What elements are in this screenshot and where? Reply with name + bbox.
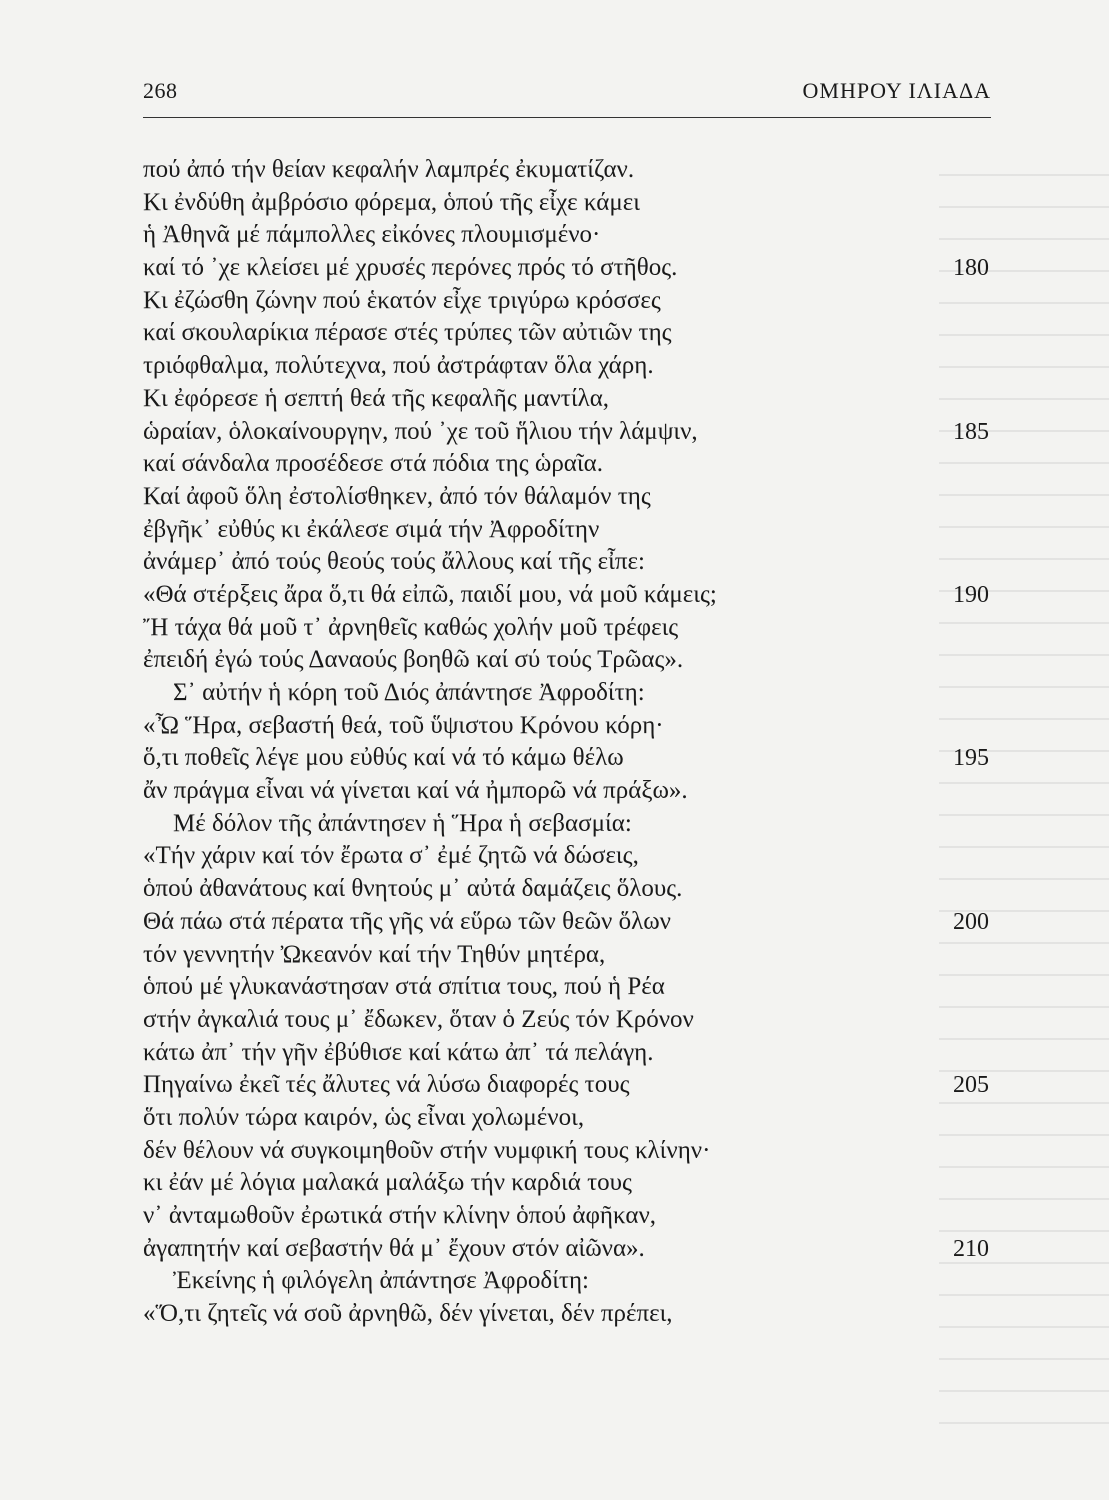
- verse-text: «Ὅ,τι ζητεῖς νά σοῦ ἀρνηθῶ, δέν γίνεται, δέν πρέπει,: [143, 1300, 673, 1328]
- line-number: 185: [953, 418, 989, 445]
- verse-line: [143, 383, 1003, 416]
- verse-text: Καί ἀφοῦ ὅλη ἐστολίσθηκεν, ἀπό τόν θάλαμόν της: [143, 482, 651, 510]
- verse-line: [143, 612, 1003, 645]
- line-number: 200: [953, 908, 989, 935]
- verse-line: [143, 252, 1003, 285]
- verse-text: καί σκουλαρίκια πέρασε στές τρύπες τῶν αὐτιῶν της: [143, 319, 672, 347]
- verse-line: [143, 1037, 1003, 1070]
- verse-line: [143, 1069, 1003, 1102]
- verse-line: [143, 906, 1003, 939]
- verse-text: ἐπειδή ἐγώ τούς Δαναούς βοηθῶ καί σύ τούς Τρῶας».: [143, 646, 684, 674]
- verse-text: στήν ἀγκαλιά τους μ᾽ ἔδωκεν, ὅταν ὁ Ζεύς τόν Κρόνον: [143, 1005, 694, 1033]
- verse-text: κάτω ἀπ᾽ τήν γῆν ἐβύθισε καί κάτω ἀπ᾽ τά πελάγη.: [143, 1038, 654, 1066]
- verse-line: [143, 644, 1003, 677]
- running-head: [143, 78, 991, 110]
- line-number: 180: [953, 255, 989, 282]
- verse-text: ἀνάμερ᾽ ἀπό τούς θεούς τούς ἄλλους καί τῆς εἶπε:: [143, 548, 645, 576]
- verse-line: [143, 187, 1003, 220]
- verse-line: [143, 1135, 1003, 1168]
- verse-line: [143, 971, 1003, 1004]
- verse-line: [143, 1200, 1003, 1233]
- verse-text: δέν θέλουν νά συγκοιμηθοῦν στήν νυμφική τους κλίνην·: [143, 1136, 711, 1164]
- verse-line: [143, 219, 1003, 252]
- verse-line: [143, 448, 1003, 481]
- verse-line: [143, 939, 1003, 972]
- verse-text: «Τήν χάριν καί τόν ἔρωτα σ᾽ ἐμέ ζητῶ νά δώσεις,: [143, 842, 639, 870]
- verse-text: ἡ Ἀθηνᾶ μέ πάμπολλες εἰκόνες πλουμισμένο·: [143, 221, 601, 249]
- verse-text: Ἐκείνης ἡ φιλόγελη ἀπάντησε Ἀφροδίτη:: [173, 1267, 589, 1295]
- verse-line: [143, 1233, 1003, 1266]
- verse-line: [143, 416, 1003, 449]
- verse-line: [143, 514, 1003, 547]
- verse-line: [143, 350, 1003, 383]
- verse-text: καί σάνδαλα προσέδεσε στά πόδια της ὡραῖα.: [143, 450, 603, 478]
- verse-text: ὁπού ἀθανάτους καί θνητούς μ᾽ αὐτά δαμάζεις ὅλους.: [143, 875, 683, 903]
- verse-line: [143, 710, 1003, 743]
- verse-block: [143, 154, 1003, 1331]
- book-title: ΟΜΗΡΟΥ ΙΛΙΑΔΑ: [802, 78, 991, 103]
- verse-text: «Θά στέρξεις ἄρα ὅ,τι θά εἰπῶ, παιδί μου, νά μοῦ κάμεις;: [143, 580, 717, 608]
- line-number: 205: [953, 1072, 989, 1099]
- verse-line: [143, 840, 1003, 873]
- verse-text: πού ἀπό τήν θείαν κεφαλήν λαμπρές ἐκυματίζαν.: [143, 156, 635, 183]
- verse-line: [143, 285, 1003, 318]
- verse-line: [143, 481, 1003, 514]
- verse-text: ἄν πράγμα εἶναι νά γίνεται καί νά ἠμπορῶ νά πράξω».: [143, 777, 688, 805]
- verse-line: [143, 1298, 1003, 1331]
- verse-text: ὁπού μέ γλυκανάστησαν στά σπίτια τους, πού ἡ Ρέα: [143, 973, 665, 1001]
- line-number: 190: [953, 581, 989, 608]
- verse-line: [143, 317, 1003, 350]
- verse-text: Πηγαίνω ἐκεῖ τές ἄλυτες νά λύσω διαφορές τους: [143, 1071, 630, 1099]
- verse-line: [143, 873, 1003, 906]
- verse-text: ἀγαπητήν καί σεβαστήν θά μ᾽ ἔχουν στόν αἰῶνα».: [143, 1234, 645, 1262]
- verse-text: κι ἐάν μέ λόγια μαλακά μαλάξω τήν καρδιά τους: [143, 1169, 632, 1197]
- verse-text: Κι ἐφόρεσε ἡ σεπτή θεά τῆς κεφαλῆς μαντίλα,: [143, 384, 610, 412]
- verse-text: «Ὦ Ἥρα, σεβαστή θεά, τοῦ ὕψιστου Κρόνου κόρη·: [143, 711, 664, 739]
- verse-text: Κι ἐζώσθη ζώνην πού ἑκατόν εἶχε τριγύρω κρόσσες: [143, 286, 661, 314]
- verse-text: τόν γεννητήν Ὠκεανόν καί τήν Τηθύν μητέρα,: [143, 940, 606, 968]
- page-number: 268: [143, 78, 178, 103]
- verse-line: [143, 1265, 1003, 1298]
- verse-line: [143, 677, 1003, 710]
- verse-text: καί τό ᾽χε κλείσει μέ χρυσές περόνες πρός τό στῆθος.: [143, 254, 678, 282]
- verse-text: ὡραίαν, ὁλοκαίνουργην, πού ᾽χε τοῦ ἥλιου τήν λάμψιν,: [143, 417, 698, 445]
- verse-line: [143, 154, 1003, 187]
- verse-text: ἐβγῆκ᾽ εὐθύς κι ἐκάλεσε σιμά τήν Ἀφροδίτην: [143, 515, 600, 543]
- verse-text: Κι ἐνδύθη ἀμβρόσιο φόρεμα, ὁπού τῆς εἶχε κάμει: [143, 188, 641, 216]
- verse-text: ὅ,τι ποθεῖς λέγε μου εὐθύς καί νά τό κάμω θέλω: [143, 744, 624, 772]
- verse-text: τριόφθαλμα, πολύτεχνα, πού ἀστράφταν ὅλα χάρη.: [143, 352, 654, 380]
- header-rule: [143, 117, 991, 118]
- verse-line: [143, 1004, 1003, 1037]
- verse-line: [143, 1102, 1003, 1135]
- verse-line: [143, 546, 1003, 579]
- verse-text: Μέ δόλον τῆς ἀπάντησεν ἡ Ἥρα ἡ σεβασμία:: [173, 809, 632, 837]
- line-number: 195: [953, 745, 989, 772]
- verse-text: Θά πάω στά πέρατα τῆς γῆς νά εὕρω τῶν θεῶν ὅλων: [143, 907, 671, 935]
- verse-line: [143, 1167, 1003, 1200]
- verse-text: ν᾽ ἀνταμωθοῦν ἐρωτικά στήν κλίνην ὁπού ἀφῆκαν,: [143, 1202, 657, 1229]
- verse-text: Σ᾽ αὐτήν ἡ κόρη τοῦ Διός ἀπάντησε Ἀφροδίτη:: [173, 679, 645, 706]
- verse-line: [143, 808, 1003, 841]
- verse-line: [143, 775, 1003, 808]
- verse-text: Ἤ τάχα θά μοῦ τ᾽ ἀρνηθεῖς καθώς χολήν μοῦ τρέφεις: [143, 613, 679, 641]
- verse-text: ὅτι πολύν τώρα καιρόν, ὡς εἶναι χολωμένοι,: [143, 1103, 585, 1131]
- verse-line: [143, 579, 1003, 612]
- verse-line: [143, 742, 1003, 775]
- line-number: 210: [953, 1235, 989, 1262]
